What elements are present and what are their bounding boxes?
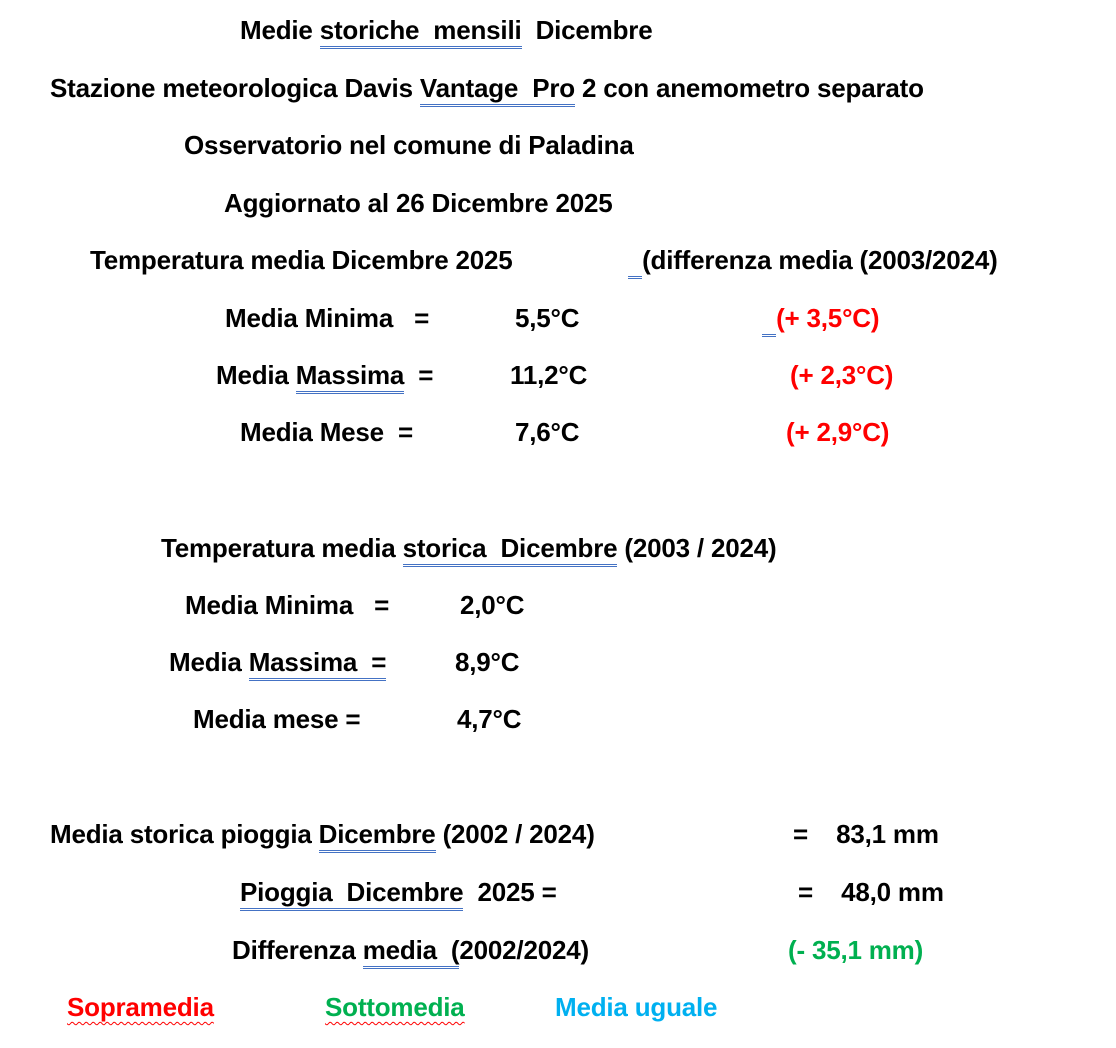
rain-diff-label [232, 935, 589, 965]
label-underlined: Dicembre [319, 819, 436, 853]
historical-max-label [169, 647, 386, 677]
station-suffix: 2 con anemometro separato [574, 73, 924, 103]
diff-text: (+ 3,5°C) [776, 303, 880, 333]
station-model: Vantage Pro [420, 73, 575, 107]
label-underlined: Massima [296, 360, 404, 394]
current-max-label [216, 360, 433, 390]
rain-current-value: = 48,0 mm [798, 877, 944, 907]
title [240, 15, 652, 45]
diff-heading-text: (differenza media (2003/2024) [642, 245, 998, 275]
current-month-value: 7,6°C [515, 417, 580, 447]
title-suffix: Dicembre [521, 15, 653, 45]
current-diff-heading [628, 245, 998, 275]
label-suffix: (2002 / 2024) [435, 819, 595, 849]
legend-above: Sopramedia [67, 992, 214, 1022]
observatory-line: Osservatorio nel comune di Paladina [184, 130, 634, 160]
rain-historical-value: = 83,1 mm [793, 819, 939, 849]
label-prefix: Media [169, 647, 249, 677]
legend-equal: Media uguale [555, 992, 718, 1022]
heading-suffix: (2003 / 2024) [617, 533, 777, 563]
label-suffix: = [404, 360, 434, 390]
legend-below: Sottomedia [325, 992, 465, 1022]
heading-underlined: storica Dicembre [403, 533, 618, 567]
rain-diff-value: (- 35,1 mm) [788, 935, 924, 965]
station-prefix: Stazione meteorologica Davis [50, 73, 420, 103]
label-suffix: 2025 = [463, 877, 557, 907]
label-prefix: Media [216, 360, 296, 390]
current-heading: Temperatura media Dicembre 2025 [90, 245, 513, 275]
historical-heading [161, 533, 776, 563]
label-underlined: Pioggia Dicembre [240, 877, 463, 911]
title-underlined: storiche mensili [320, 15, 522, 49]
label-suffix: 2002/2024) [459, 935, 589, 965]
current-month-diff: (+ 2,9°C) [786, 417, 890, 447]
rain-historical-label [50, 819, 595, 849]
current-month-label: Media Mese = [240, 417, 413, 447]
title-prefix: Medie [240, 15, 320, 45]
historical-min-label: Media Minima = [185, 590, 390, 620]
label-prefix: Media storica pioggia [50, 819, 319, 849]
historical-max-value: 8,9°C [455, 647, 520, 677]
updated-line: Aggiornato al 26 Dicembre 2025 [224, 188, 613, 218]
historical-month-label: Media mese = [193, 704, 361, 734]
station-line [50, 73, 924, 103]
label-underlined: media ( [363, 935, 460, 969]
current-min-diff [762, 303, 879, 333]
label-prefix: Differenza [232, 935, 363, 965]
heading-prefix: Temperatura media [161, 533, 403, 563]
historical-month-value: 4,7°C [457, 704, 522, 734]
label-underlined: Massima = [249, 647, 386, 681]
current-min-value: 5,5°C [515, 303, 580, 333]
rain-current-label [240, 877, 557, 907]
current-max-diff: (+ 2,3°C) [790, 360, 894, 390]
current-max-value: 11,2°C [510, 360, 588, 390]
current-min-label: Media Minima = [225, 303, 430, 333]
historical-min-value: 2,0°C [460, 590, 525, 620]
